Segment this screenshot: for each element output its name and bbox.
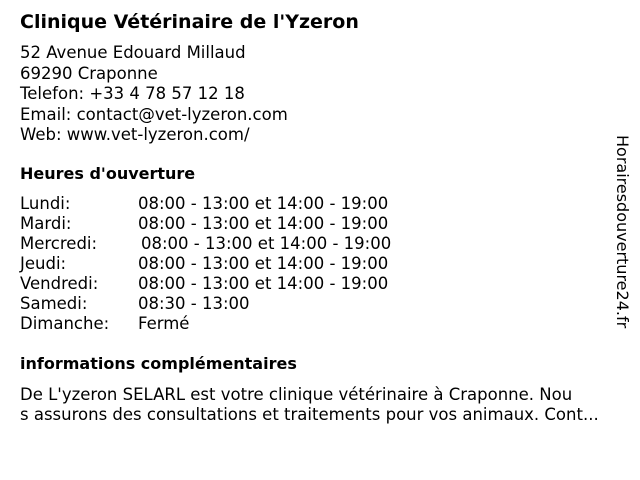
day-label: Mardi: [20,214,72,233]
additional-info-heading: informations complémentaires [20,354,297,373]
day-hours: 08:30 - 13:00 [138,294,250,313]
day-label: Samedi: [20,294,88,313]
description-line-1: De L'yzeron SELARL est votre clinique vétérinaire à Craponne. Nou [20,385,573,404]
day-label: Lundi: [20,194,71,213]
day-hours: 08:00 - 13:00 et 14:00 - 19:00 [141,234,392,253]
phone-number: Telefon: +33 4 78 57 12 18 [20,84,245,103]
description-line-2: s assurons des consultations et traitements pour vos animaux. Cont... [20,405,599,424]
additional-info-text [20,385,632,425]
day-hours: 08:00 - 13:00 et 14:00 - 19:00 [138,194,389,213]
site-watermark: Horairesdouverture24.fr [613,135,632,329]
page-title: Clinique Vétérinaire de l'Yzeron [20,11,359,33]
day-hours: Fermé [138,314,190,333]
website: Web: www.vet-lyzeron.com/ [20,125,250,144]
day-label: Jeudi: [20,254,67,273]
day-hours: 08:00 - 13:00 et 14:00 - 19:00 [138,254,389,273]
day-hours: 08:00 - 13:00 et 14:00 - 19:00 [138,214,389,233]
day-label: Vendredi: [20,274,99,293]
address-block [20,43,288,146]
opening-hours-heading: Heures d'ouverture [20,164,196,183]
email-address: Email: contact@vet-lyzeron.com [20,104,288,124]
day-label: Dimanche: [20,314,110,333]
city-postal: 69290 Craponne [20,63,158,83]
day-label: Mercredi: [20,234,98,253]
day-hours: 08:00 - 13:00 et 14:00 - 19:00 [138,274,389,293]
street-address: 52 Avenue Edouard Millaud [20,43,246,62]
